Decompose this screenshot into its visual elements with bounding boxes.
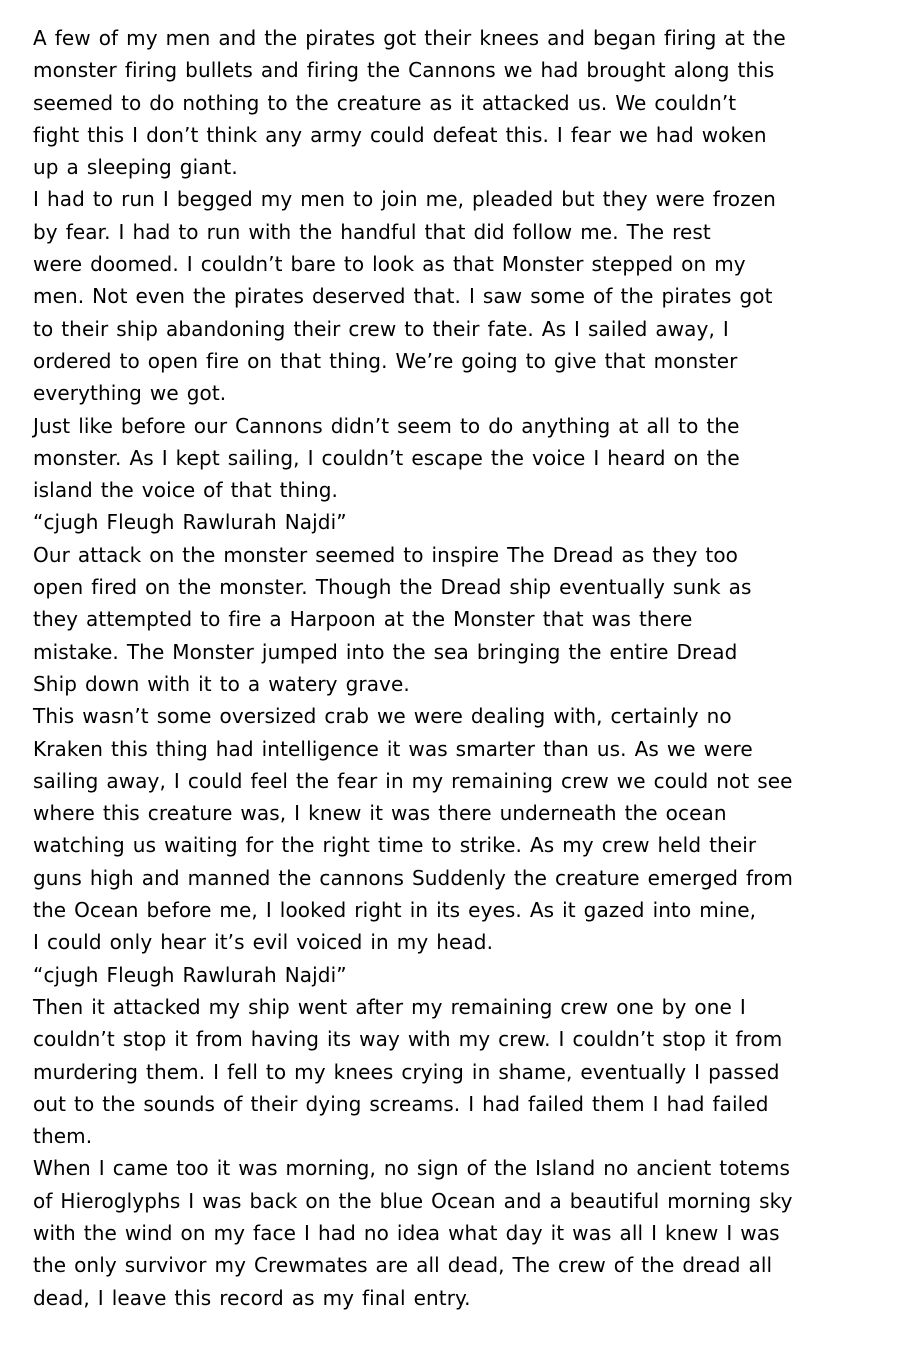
text-line: the Ocean before me, I looked right in its eyes. As it gazed into mine, <box>33 898 757 923</box>
text-line: the only survivor my Crewmates are all dead, The crew of the dread all <box>33 1253 773 1278</box>
paragraph <box>33 959 870 991</box>
text-line: them. <box>33 1124 93 1149</box>
text-line: mistake. The Monster jumped into the sea bringing the entire Dread <box>33 639 738 664</box>
paragraph <box>33 410 870 507</box>
text-line: This wasn’t some oversized crab we were dealing with, certainly no <box>33 704 732 729</box>
journal-text <box>33 22 870 1314</box>
text-line: “cjugh Fleugh Rawlurah Najdi” <box>33 510 347 535</box>
text-line: couldn’t stop it from having its way with my crew. I couldn’t stop it from <box>33 1027 783 1052</box>
text-line: seemed to do nothing to the creature as it attacked us. We couldn’t <box>33 90 737 115</box>
text-line: monster firing bullets and firing the Cannons we had brought along this <box>33 58 775 83</box>
text-line: Ship down with it to a watery grave. <box>33 671 410 696</box>
text-line: by fear. I had to run with the handful that did follow me. The rest <box>33 219 711 244</box>
paragraph <box>33 700 870 958</box>
text-line: I could only hear it’s evil voiced in my head. <box>33 930 494 955</box>
text-line: they attempted to fire a Harpoon at the Monster that was there <box>33 607 693 632</box>
text-line: guns high and manned the cannons Suddenly the creature emerged from <box>33 865 793 890</box>
text-line: sailing away, I could feel the fear in my remaining crew we could not see <box>33 768 793 793</box>
text-line: everything we got. <box>33 381 227 406</box>
paragraph <box>33 506 870 538</box>
text-line: island the voice of that thing. <box>33 478 338 503</box>
paragraph <box>33 1152 870 1313</box>
paragraph <box>33 22 870 183</box>
text-line: Our attack on the monster seemed to inspire The Dread as they too <box>33 542 738 567</box>
text-line: When I came too it was morning, no sign of the Island no ancient totems <box>33 1156 790 1181</box>
text-line: fight this I don’t think any army could defeat this. I fear we had woken <box>33 122 767 147</box>
text-line: ordered to open fire on that thing. We’re going to give that monster <box>33 348 738 373</box>
text-line: Then it attacked my ship went after my remaining crew one by one I <box>33 994 746 1019</box>
text-line: up a sleeping giant. <box>33 155 238 180</box>
text-line: Just like before our Cannons didn’t seem to do anything at all to the <box>33 413 740 438</box>
text-line: where this creature was, I knew it was there underneath the ocean <box>33 801 727 826</box>
paragraph <box>33 991 870 1152</box>
text-line: open fired on the monster. Though the Dread ship eventually sunk as <box>33 575 752 600</box>
text-line: “cjugh Fleugh Rawlurah Najdi” <box>33 962 347 987</box>
text-line: murdering them. I fell to my knees crying in shame, eventually I passed <box>33 1059 780 1084</box>
text-line: dead, I leave this record as my final entry. <box>33 1285 471 1310</box>
text-line: with the wind on my face I had no idea what day it was all I knew I was <box>33 1220 780 1245</box>
text-line: men. Not even the pirates deserved that. I saw some of the pirates got <box>33 284 773 309</box>
text-line: Kraken this thing had intelligence it was smarter than us. As we were <box>33 736 753 761</box>
text-line: watching us waiting for the right time to strike. As my crew held their <box>33 833 757 858</box>
paragraph <box>33 539 870 700</box>
text-line: to their ship abandoning their crew to their fate. As I sailed away, I <box>33 316 729 341</box>
text-line: A few of my men and the pirates got their knees and began firing at the <box>33 26 786 50</box>
text-line: were doomed. I couldn’t bare to look as that Monster stepped on my <box>33 252 746 277</box>
text-line: of Hieroglyphs I was back on the blue Ocean and a beautiful morning sky <box>33 1188 793 1213</box>
text-line: out to the sounds of their dying screams. I had failed them I had failed <box>33 1091 769 1116</box>
paragraph <box>33 183 870 409</box>
text-line: monster. As I kept sailing, I couldn’t escape the voice I heard on the <box>33 445 740 470</box>
text-line: I had to run I begged my men to join me, pleaded but they were frozen <box>33 187 776 212</box>
